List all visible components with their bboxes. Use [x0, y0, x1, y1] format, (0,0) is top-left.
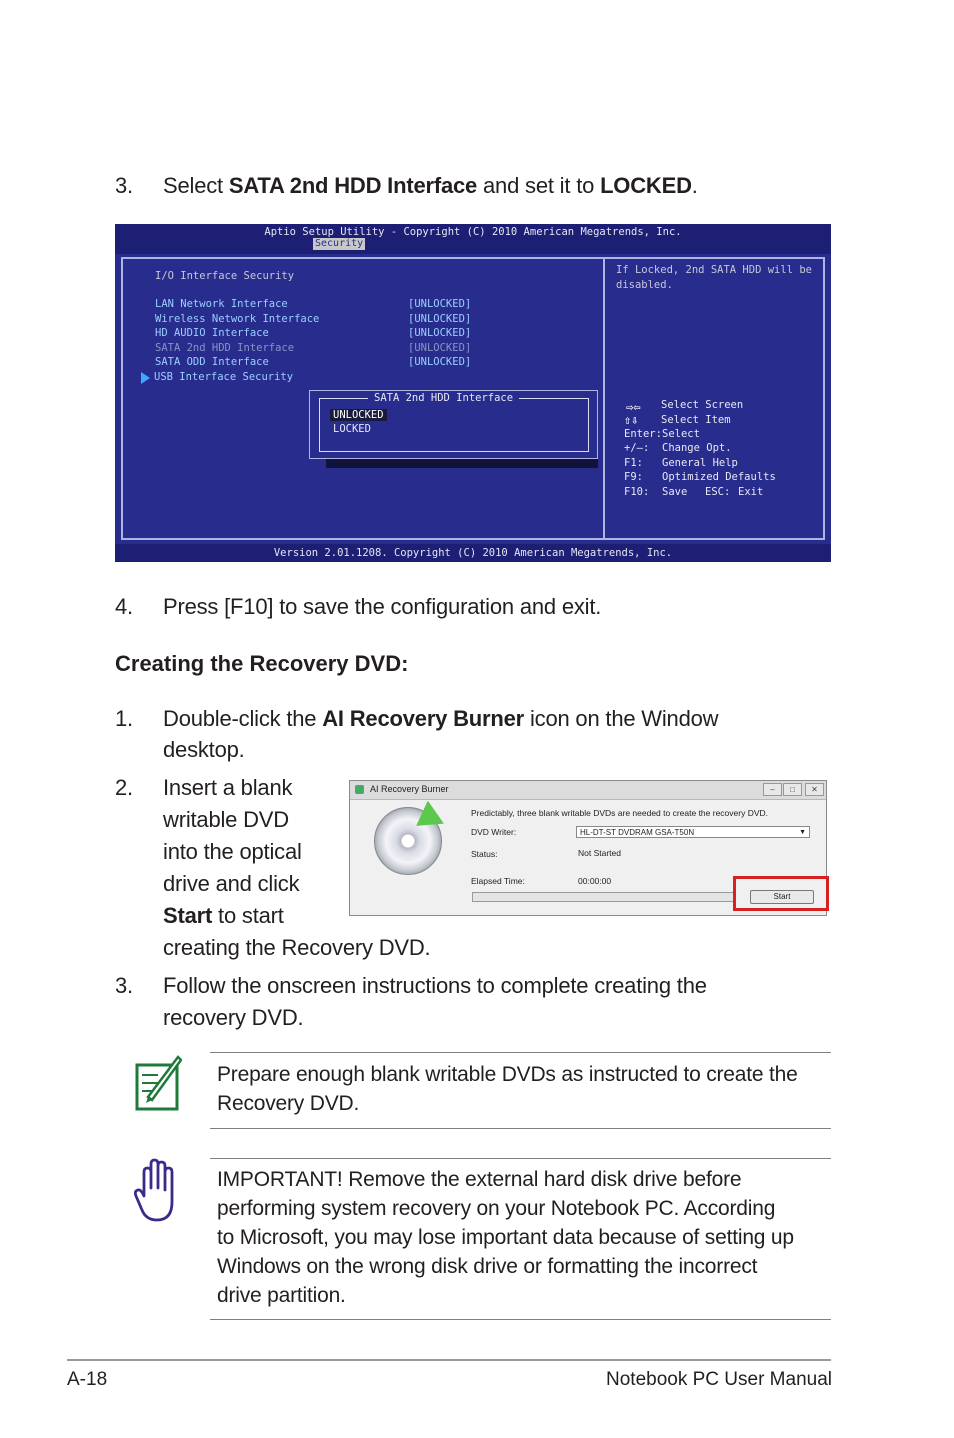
warning-hand-icon [134, 1158, 182, 1224]
app-icon [355, 785, 364, 794]
bios-item-usb[interactable]: USB Interface Security [154, 371, 294, 383]
bios-item-sata-odd[interactable]: SATA ODD Interface [155, 356, 269, 368]
bios-value-hd-audio[interactable]: [UNLOCKED] [408, 327, 472, 339]
elapsed-time-label: Elapsed Time: [471, 876, 525, 886]
bios-header-title: Aptio Setup Utility - Copyright (C) 2010 American Megatrends, Inc. [264, 226, 682, 238]
step-text: to start [212, 903, 284, 928]
maximize-icon[interactable]: □ [783, 783, 802, 796]
note-text-line1: Prepare enough blank writable DVDs as instructed to create the [217, 1063, 798, 1086]
bios-footer [115, 544, 831, 562]
bios-divider [603, 257, 605, 540]
bios-popup [309, 390, 598, 459]
chevron-down-icon: ▼ [799, 829, 806, 836]
key-desc-select: Select [662, 428, 700, 440]
left-right-arrows-icon: ⇨⇦ [626, 400, 641, 414]
key-f10: F10: [624, 486, 650, 498]
important-text-line: drive partition. [217, 1284, 346, 1307]
bios-help-line1: If Locked, 2nd SATA HDD will be [616, 264, 812, 276]
important-text-line: Windows on the wrong disk drive or formatting the incorrect [217, 1255, 758, 1278]
important-text-line: IMPORTANT! Remove the external hard disk drive before [217, 1168, 742, 1191]
step-text: icon on the Window [524, 706, 719, 731]
key-desc-save: Save [662, 486, 688, 498]
key-f9: F9: [624, 471, 643, 483]
bios-value-wireless[interactable]: [UNLOCKED] [408, 313, 472, 325]
step-bold-app: AI Recovery Burner [322, 706, 525, 731]
footer-rule [67, 1359, 831, 1361]
key-esc: ESC: [705, 486, 731, 498]
bios-value-sata-2nd-hdd[interactable]: [UNLOCKED] [408, 342, 472, 354]
step-3-follow-instructions [115, 970, 835, 1034]
note-text-line2: Recovery DVD. [217, 1092, 360, 1115]
dvd-writer-value: HL-DT-ST DVDRAM GSA-T50N [580, 828, 695, 837]
key-desc-select-screen: Select Screen [661, 399, 744, 411]
dvd-writer-label: DVD Writer: [471, 827, 517, 837]
step-number: 3. [115, 973, 133, 998]
bios-screenshot [115, 224, 831, 562]
bios-header [115, 224, 831, 254]
step-text: and set it to [477, 173, 601, 198]
window-titlebar [350, 781, 826, 800]
key-desc-exit: Exit [738, 486, 764, 498]
important-rule-top [210, 1158, 831, 1159]
key-desc-optimized-defaults: Optimized Defaults [662, 471, 776, 483]
step-text: Select [163, 173, 229, 198]
key-f1: F1: [624, 457, 643, 469]
up-down-arrows-icon: ⇧⇩ [624, 413, 639, 427]
important-rule-bottom [210, 1319, 831, 1320]
important-text-line: performing system recovery on your Notebook PC. According [217, 1197, 776, 1220]
elapsed-time-value: 00:00:00 [578, 876, 612, 886]
step-text-line: Insert a blank [163, 775, 293, 800]
step-number: 1. [115, 706, 133, 731]
status-value: Not Started [578, 848, 621, 858]
section-heading: Creating the Recovery DVD: [115, 651, 409, 676]
step-1-double-click [115, 703, 835, 767]
bios-item-hd-audio[interactable]: HD AUDIO Interface [155, 327, 269, 339]
step-text: Press [F10] to save the configuration and exit. [163, 594, 602, 619]
bios-item-sata-2nd-hdd[interactable]: SATA 2nd HDD Interface [155, 342, 295, 354]
key-enter: Enter: [624, 428, 662, 440]
window-message: Predictably, three blank writable DVDs are needed to create the recovery DVD. [471, 808, 769, 818]
window-title: AI Recovery Burner [370, 784, 449, 794]
popup-title: SATA 2nd HDD Interface [368, 392, 519, 404]
step-text-line: writable DVD [163, 807, 289, 832]
close-icon[interactable]: ✕ [805, 783, 824, 796]
popup-option-locked[interactable]: LOCKED [333, 423, 371, 435]
step-text-line: drive and click [163, 871, 300, 896]
key-desc-change-opt: Change Opt. [662, 442, 732, 454]
bios-footer-text: Version 2.01.1208. Copyright (C) 2010 American Megatrends, Inc. [273, 547, 673, 559]
bios-value-lan[interactable]: [UNLOCKED] [408, 298, 472, 310]
step-text: Double-click the [163, 706, 323, 731]
bios-item-lan[interactable]: LAN Network Interface [155, 298, 288, 310]
step-bold-start: Start [163, 903, 213, 928]
step-text: . [691, 173, 698, 198]
step-text-line2: desktop. [163, 737, 245, 762]
step-number: 2. [115, 775, 133, 800]
note-rule-top [210, 1052, 831, 1053]
step-number: 4. [115, 594, 133, 619]
key-desc-select-item: Select Item [661, 414, 731, 426]
note-pencil-icon [134, 1053, 182, 1111]
start-button[interactable]: Start [750, 890, 814, 904]
step-bold-locked: LOCKED [600, 173, 692, 198]
bios-item-wireless[interactable]: Wireless Network Interface [155, 313, 320, 325]
dvd-writer-select[interactable] [576, 826, 810, 838]
step-text-line1: Follow the onscreen instructions to complete creating the [163, 973, 707, 998]
important-text-line: to Microsoft, you may lose important data because of setting up [217, 1226, 794, 1249]
start-button-highlight [733, 876, 829, 911]
minimize-icon[interactable]: – [763, 783, 782, 796]
step-number: 3. [115, 173, 133, 198]
manual-title: Notebook PC User Manual [606, 1369, 832, 1390]
progress-bar [472, 892, 736, 902]
step-text-line2: recovery DVD. [163, 1005, 304, 1030]
bios-section-title: I/O Interface Security [155, 270, 295, 282]
bios-tab-security[interactable]: Security [315, 238, 364, 249]
step-bold-sata: SATA 2nd HDD Interface [228, 173, 478, 198]
step-text-line: creating the Recovery DVD. [163, 935, 431, 960]
status-label: Status: [471, 849, 498, 859]
bios-help-line2: disabled. [616, 279, 673, 291]
step-text-line: into the optical [163, 839, 302, 864]
bios-value-sata-odd[interactable]: [UNLOCKED] [408, 356, 472, 368]
key-desc-general-help: General Help [662, 457, 738, 469]
page-number: A-18 [67, 1369, 108, 1390]
key-plus-minus: +/—: [624, 442, 650, 454]
note-rule-bottom [210, 1128, 831, 1129]
submenu-arrow-icon [141, 372, 150, 384]
popup-option-unlocked[interactable]: UNLOCKED [330, 409, 387, 421]
